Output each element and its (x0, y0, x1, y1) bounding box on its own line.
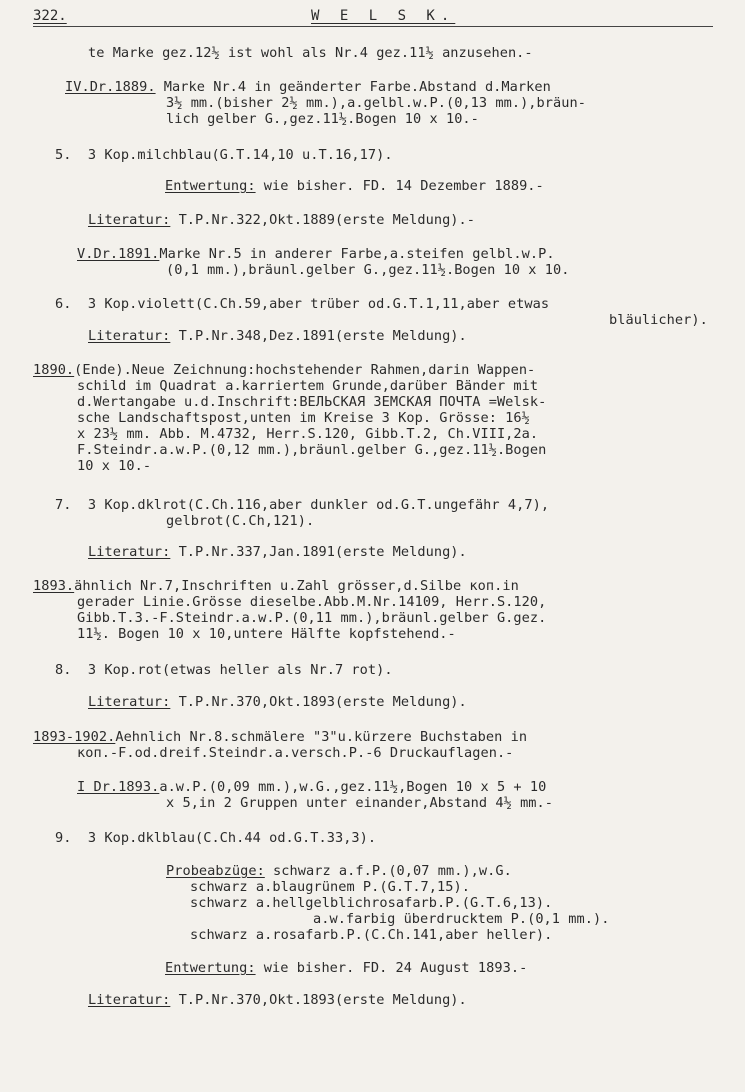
proof-line: Probeabzüge: schwarz a.f.P.(0,07 mm.),w.G. (166, 863, 512, 879)
text-line: коп.-F.od.dreif.Steindr.a.versch.P.-6 Druckauflagen.- (77, 745, 514, 761)
section-label: Literatur: (88, 212, 171, 228)
literature-line: Literatur: T.P.Nr.370,Okt.1893(erste Meldung). (88, 992, 467, 1008)
issue-line: I Dr.1893.a.w.P.(0,09 mm.),w.G.,gez.11½,Bogen 10 x 5 + 10 (77, 779, 547, 795)
cancellation-line: Entwertung: wie bisher. FD. 14 Dezember 1889.- (165, 178, 544, 194)
text-line: gerader Linie.Grösse dieselbe.Abb.M.Nr.14109, Herr.S.120, (77, 594, 547, 610)
text-line: te Marke gez.12½ ist wohl als Nr.4 gez.11½ anzusehen.- (88, 45, 533, 61)
issue-label: IV.Dr.1889. (65, 79, 156, 95)
header-rule (33, 26, 713, 27)
section-label: Literatur: (88, 328, 171, 344)
section-label: Entwertung: (165, 178, 256, 194)
text-line: 11½. Bogen 10 x 10,untere Hälfte kopfstehend.- (77, 626, 456, 642)
cancellation-line: Entwertung: wie bisher. FD. 24 August 1893.- (165, 960, 528, 976)
text-line: d.Wertangabe u.d.Inschrift:ВЕЛЬСКАЯ ЗЕМСКАЯ ПОЧТА =Welsk- (77, 394, 547, 410)
page-title: W E L S K. (311, 8, 456, 24)
text-line: schwarz a.hellgelblichrosafarb.P.(G.T.6,13). (190, 895, 553, 911)
text-line: 10 x 10.- (77, 458, 152, 474)
stamp-entry: 9. 3 Kop.dklblau(C.Ch.44 od.G.T.33,3). (55, 830, 377, 846)
text-line: schwarz a.rosafarb.P.(C.Ch.141,aber heller). (190, 927, 553, 943)
text-line: a.w.farbig überdrucktem P.(0,1 mm.). (313, 911, 610, 927)
text-line: Gibb.T.3.-F.Steindr.a.w.P.(0,11 mm.),bräunl.gelber G.gez. (77, 610, 547, 626)
issue-label: I Dr.1893. (77, 779, 160, 795)
text-line: 3½ mm.(bisher 2½ mm.),a.gelbl.w.P.(0,13 mm.),bräun- (166, 95, 586, 111)
text-line: schild im Quadrat a.karriertem Grunde,darüber Bänder mit (77, 378, 539, 394)
text-line: schwarz a.blaugrünem P.(G.T.7,15). (190, 879, 470, 895)
text-line: x 23½ mm. Abb. M.4732, Herr.S.120, Gibb.T.2, Ch.VIII,2a. (77, 426, 539, 442)
section-label: Literatur: (88, 544, 171, 560)
text-line: x 5,in 2 Gruppen unter einander,Abstand 4½ mm.- (166, 795, 554, 811)
text-line: sche Landschaftspost,unten im Kreise 3 Kop. Grösse: 16½ (77, 410, 530, 426)
issue-line (65, 79, 551, 95)
text-line: bläulicher). (609, 312, 708, 328)
section-label: Probeabzüge: (166, 863, 265, 879)
issue-label: V.Dr.1891. (77, 246, 160, 262)
literature-line: Literatur: T.P.Nr.322,Okt.1889(erste Meldung).- (88, 212, 476, 228)
stamp-entry: 6. 3 Kop.violett(C.Ch.59,aber trüber od.G.T.1,11,aber etwas (55, 296, 550, 312)
page-number: 322. (33, 8, 67, 24)
issue-line: 1893.ähnlich Nr.7,Inschriften u.Zahl grösser,d.Silbe коп.in (33, 578, 519, 594)
issue-label: 1890. (33, 362, 75, 378)
text-line: lich gelber G.,gez.11½.Bogen 10 x 10.- (166, 111, 479, 127)
issue-line: 1893-1902.Aehnlich Nr.8.schmälere "3"u.kürzere Buchstaben in (33, 729, 528, 745)
text-line: (0,1 mm.),bräunl.gelber G.,gez.11½.Bogen 10 x 10. (166, 262, 570, 278)
stamp-entry: 8. 3 Kop.rot(etwas heller als Nr.7 rot). (55, 662, 393, 678)
section-label: Literatur: (88, 992, 171, 1008)
issue-label: 1893. (33, 578, 75, 594)
issue-label: 1893-1902. (33, 729, 116, 745)
issue-line: 1890.(Ende).Neue Zeichnung:hochstehender Rahmen,darin Wappen- (33, 362, 536, 378)
issue-line: V.Dr.1891.Marke Nr.5 in anderer Farbe,a.steifen gelbl.w.P. (77, 246, 555, 262)
stamp-entry: 7. 3 Kop.dklrot(C.Ch.116,aber dunkler od.G.T.ungefähr 4,7), (55, 497, 550, 513)
literature-line: Literatur: T.P.Nr.337,Jan.1891(erste Meldung). (88, 544, 467, 560)
literature-line: Literatur: T.P.Nr.370,Okt.1893(erste Meldung). (88, 694, 467, 710)
literature-line: Literatur: T.P.Nr.348,Dez.1891(erste Meldung). (88, 328, 467, 344)
text-line: gelbrot(C.Ch,121). (166, 513, 315, 529)
stamp-entry: 5. 3 Kop.milchblau(G.T.14,10 u.T.16,17). (55, 147, 393, 163)
section-label: Literatur: (88, 694, 171, 710)
text-line: Marke Nr.4 in geänderter Farbe.Abstand d.Marken (155, 79, 551, 95)
section-label: Entwertung: (165, 960, 256, 976)
text-line: F.Steindr.a.w.P.(0,12 mm.),bräunl.gelber G.,gez.11½.Bogen (77, 442, 547, 458)
